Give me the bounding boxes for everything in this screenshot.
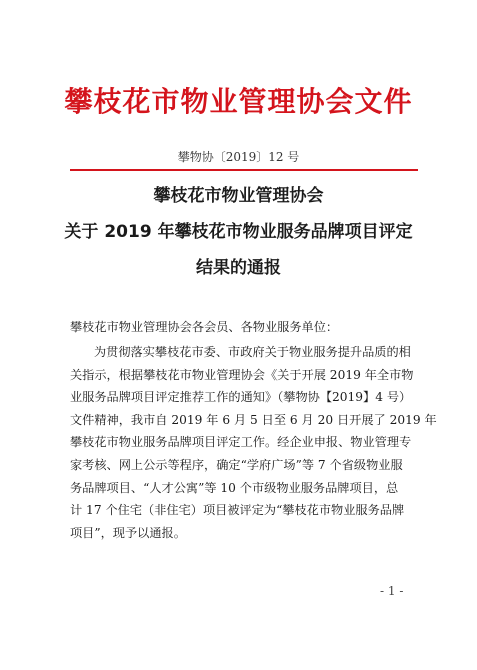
notice-title-line-3: 结果的通报	[196, 258, 281, 278]
notice-title-line-2: 关于 2019 年攀枝花市物业服务品牌项目评定	[64, 222, 413, 242]
body-line-1: 为贯彻落实攀枝花市委、市政府关于物业服务提升品质的相	[94, 345, 411, 359]
salutation: 攀枝花市物业管理协会各会员、各物业服务单位：	[70, 320, 339, 334]
body-paragraph	[70, 341, 437, 544]
body-line-9: 项目”，现予以通报。	[70, 525, 186, 540]
document-header-title: 攀枝花市物业管理协会文件	[64, 85, 413, 118]
body-line-6: 家考核、网上公示等程序，确定“学府广场”等 7 个省级物业服	[70, 457, 403, 472]
body-line-8: 计 17 个住宅（非住宅）项目被评定为“攀枝花市物业服务品牌	[70, 503, 405, 518]
red-divider-line	[70, 169, 418, 171]
page-number: - 1 -	[380, 584, 404, 598]
body-line-3: 业服务品牌项目评定推荐工作的通知》（攀物协【2019】4 号）	[70, 390, 412, 405]
body-line-5: 攀枝花市物业服务品牌项目评定工作。经企业申报、物业管理专	[70, 435, 412, 450]
notice-title-line-1: 攀枝花市物业管理协会	[153, 186, 324, 206]
notice-title	[0, 178, 477, 286]
document-number: 攀物协〔2019〕12 号	[177, 150, 300, 164]
body-line-7: 务品牌项目、“人才公寓”等 10 个市级物业服务品牌项目，总	[70, 480, 399, 495]
body-line-4: 文件精神，我市自 2019 年 6 月 5 日至 6 月 20 日开展了 2019 年	[70, 412, 437, 427]
body-line-2: 关指示，根据攀枝花市物业管理协会《关于开展 2019 年全市物	[70, 367, 414, 382]
